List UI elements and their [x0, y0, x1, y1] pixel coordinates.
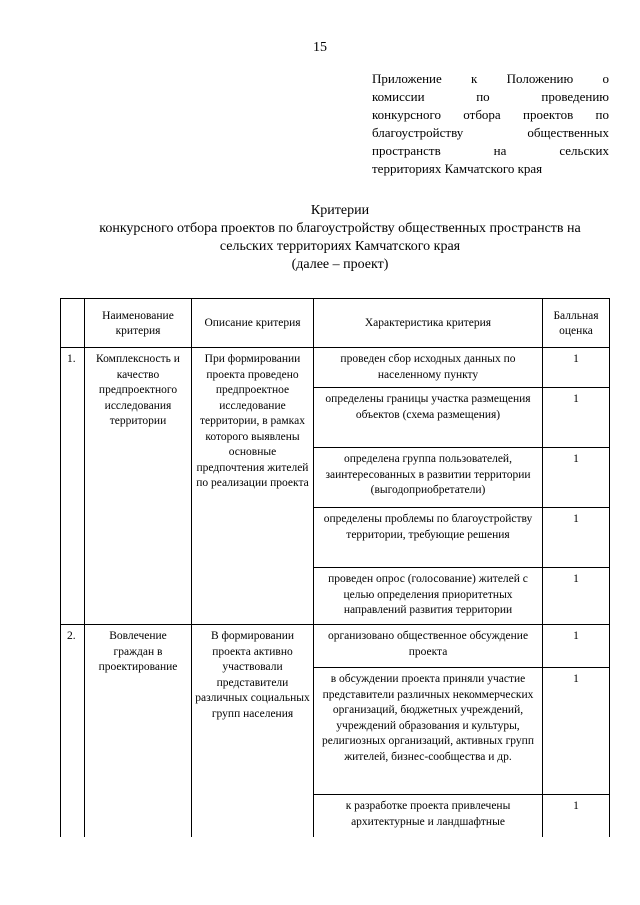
appendix-line: территориях Камчатского края — [372, 161, 543, 176]
header-description: Описание критерия — [192, 299, 314, 348]
criterion-number: 1. — [61, 348, 85, 625]
title-line: (далее – проект) — [291, 257, 389, 272]
criterion-score: 1 — [543, 508, 610, 568]
table-row — [61, 348, 610, 388]
document-title — [60, 202, 620, 274]
appendix-line: благоустройству общественных — [372, 125, 609, 140]
header-characteristic: Характеристика критерия — [314, 299, 543, 348]
title-line: сельских территориях Камчатского края — [219, 239, 461, 254]
header-name: Наименование критерия — [85, 299, 192, 348]
appendix-line: конкурсного отбора проектов по — [372, 107, 609, 122]
criterion-characteristic: в обсуждении проекта приняли участие представители различных некоммерческих организаций, бюджетных учреждений, учреждений образования и культуры, религиозных организаций, активных групп жителей, бизнес-сообщества и др. — [314, 668, 543, 795]
criterion-score: 1 — [543, 388, 610, 448]
header-score: Балльная оценка — [543, 299, 610, 348]
title-line: конкурсного отбора проектов по благоустройству общественных пространств на — [99, 221, 581, 236]
appendix-note — [372, 70, 609, 178]
header-number — [61, 299, 85, 348]
criterion-characteristic: определена группа пользователей, заинтересованных в развитии территории (выгодоприобретатели) — [314, 448, 543, 508]
title-line: Критерии — [310, 203, 370, 218]
criterion-name: Вовлечение граждан в проектирование — [85, 625, 192, 838]
appendix-line: комиссии по проведению — [372, 89, 609, 104]
criterion-description: В формировании проекта активно участвовали представители различных социальных групп населения — [192, 625, 314, 838]
criterion-characteristic: определены границы участка размещения объектов (схема размещения) — [314, 388, 543, 448]
criterion-characteristic: проведен сбор исходных данных по населенному пункту — [314, 348, 543, 388]
criterion-number: 2. — [61, 625, 85, 838]
criterion-score: 1 — [543, 625, 610, 668]
criterion-score: 1 — [543, 568, 610, 625]
criteria-table — [60, 298, 610, 837]
appendix-line: пространств на сельских — [372, 143, 609, 158]
criterion-characteristic: организовано общественное обсуждение проекта — [314, 625, 543, 668]
page-number: 15 — [313, 40, 327, 55]
criterion-characteristic: определены проблемы по благоустройству территории, требующие решения — [314, 508, 543, 568]
criterion-name: Комплексность и качество предпроектного исследования территории — [85, 348, 192, 625]
criterion-score: 1 — [543, 795, 610, 838]
criterion-score: 1 — [543, 448, 610, 508]
appendix-line: Приложение к Положению о — [372, 71, 609, 86]
criterion-characteristic: проведен опрос (голосование) жителей с целью определения приоритетных направлений развития территории — [314, 568, 543, 625]
criterion-score: 1 — [543, 668, 610, 795]
criterion-characteristic: к разработке проекта привлечены архитектурные и ландшафтные — [314, 795, 543, 838]
criterion-score: 1 — [543, 348, 610, 388]
table-header-row — [61, 299, 610, 348]
criterion-description: При формировании проекта проведено предпроектное исследование территории, в рамках которого выявлены основные предпочтения жителей по реализации проекта — [192, 348, 314, 625]
table-row — [61, 625, 610, 668]
